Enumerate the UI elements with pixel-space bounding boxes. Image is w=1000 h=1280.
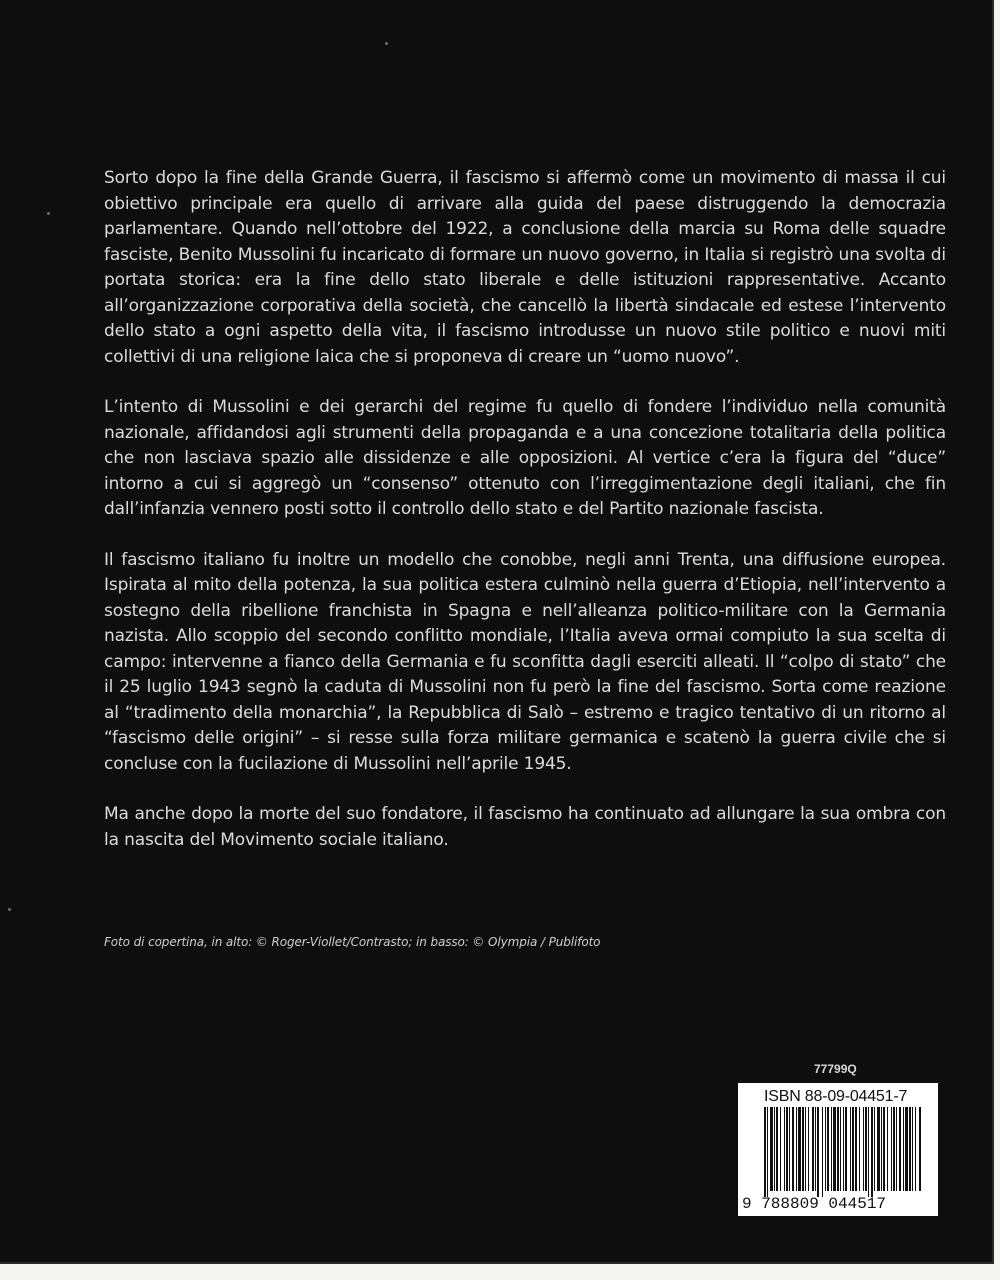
barcode-bars [764,1107,924,1197]
isbn-label: ISBN 88-09-04451-7 [764,1088,908,1105]
blurb-paragraph-1: Sorto dopo la fine della Grande Guerra, il fascismo si affermò come un movimento di massa il cui obiettivo principale era quello di arrivare alla guida del paese distruggendo la democrazia parlamentare. Quando nell’ottobre del 1922, a conclusione della marcia su Roma delle squadre fasciste, Benito Mussolini fu incaricato di formare un nuovo governo, in Italia si registrò una svolta di portata storica: era la fine dello stato liberale e delle istituzioni rappresentative. Accanto all’organizzazione corporativa della società, che cancellò la libertà sindacale ed estese l’intervento dello stato a ogni aspetto della vita, il fascismo introdusse un nuovo stile politico e nuovi miti collettivi di una religione laica che si proponeva di creare un “uomo nuovo”. [104,168,946,367]
blurb-paragraph-2: L’intento di Mussolini e dei gerarchi del regime fu quello di fondere l’individuo nella comunità nazionale, affidandosi agli strumenti della propaganda e a una concezione totalitaria della politica che non lasciava spazio alle dissidenze e alle opposizioni. Al vertice c’era la figura del “duce” intorno a cui si aggregò un “consenso” ottenuto con l’irreggimentazione degli italiani, che fin dall’infanzia vennero posti sotto il controllo dello stato e del Partito nazionale fascista. [104,397,946,519]
photo-credit: Foto di copertina, in alto: © Roger-Viollet/Contrasto; in basso: © Olympia / Publifoto [104,935,601,949]
barcode-digits: 9 788809 044517 [742,1195,887,1213]
product-code: 77799Q [814,1062,857,1076]
barcode-label [738,1083,938,1216]
blurb-paragraph-3: Il fascismo italiano fu inoltre un modello che conobbe, negli anni Trenta, una diffusione europea. Ispirata al mito della potenza, la sua politica estera culminò nella guerra d’Etiopia, nell’intervento a sostegno della ribellione franchista in Spagna e nell’alleanza politico-militare con la Germania nazista. Allo scoppio del secondo conflitto mondiale, l’Italia aveva ormai compiuto la sua scelta di campo: intervenne a fianco della Germania e fu sconfitta dagli eserciti alleati. Il “colpo di stato” che il 25 luglio 1943 segnò la caduta di Mussolini non fu però la fine del fascismo. Sorta come reazione al “tradimento della monarchia”, la Repubblica di Salò – estremo e tragico tentativo di un ritorno al “fascismo delle origini” – si resse sulla forza militare germanica e scatenò la guerra civile che si concluse con la fucilazione di Mussolini nell’aprile 1945. [104,549,946,774]
blurb-text [104,166,946,878]
blurb-paragraph-4: Ma anche dopo la morte del suo fondatore, il fascismo ha continuato ad allungare la sua ombra con la nascita del Movimento sociale italiano. [104,804,946,850]
